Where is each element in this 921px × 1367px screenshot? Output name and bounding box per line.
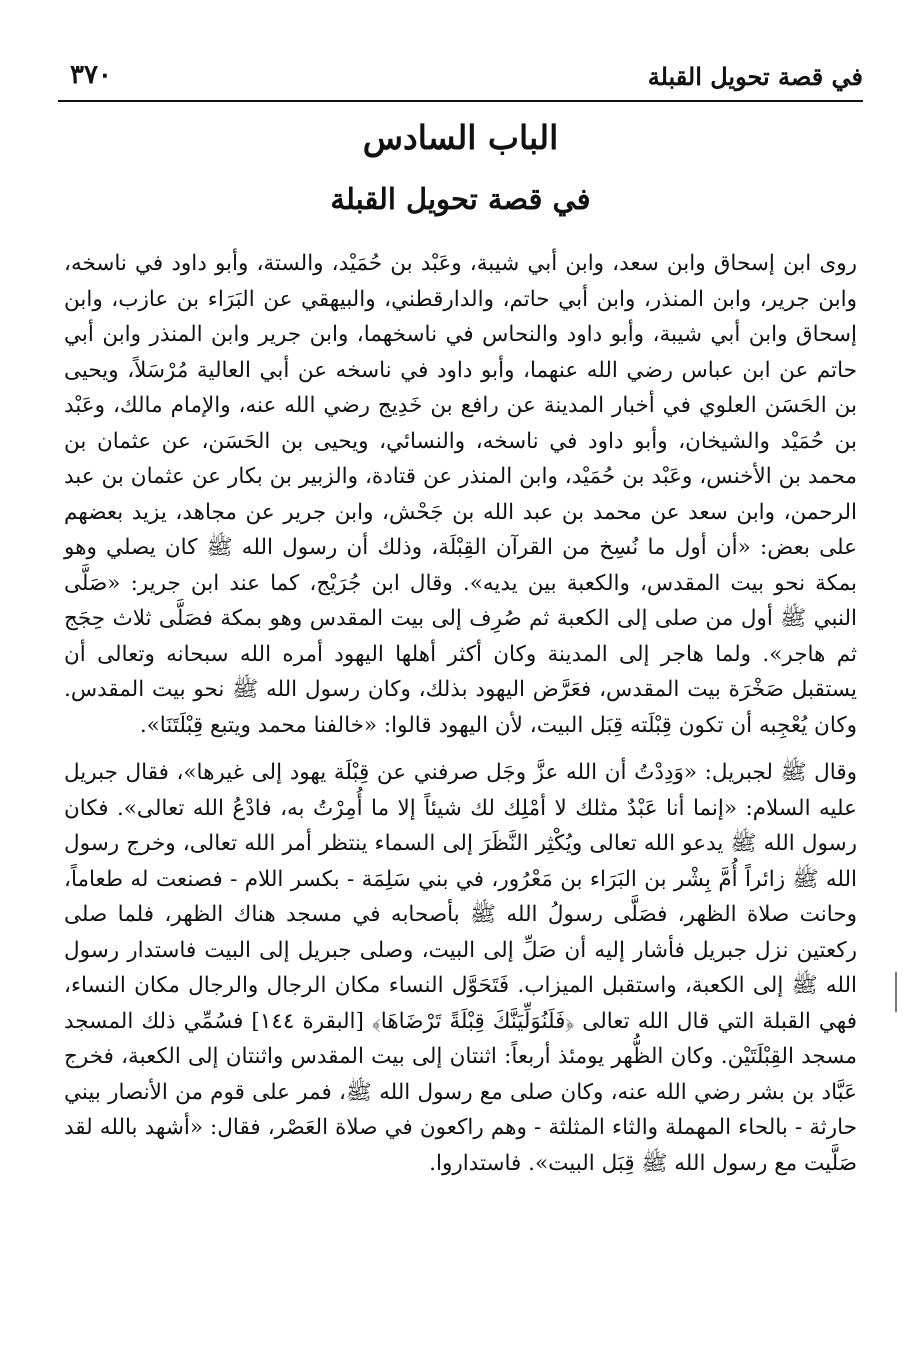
- chapter-title: الباب السادس: [362, 118, 559, 157]
- margin-mark: [895, 972, 897, 1012]
- paragraph-2: وقال ﷺ لجبريل: «وَدِدْتُ أن الله عزَّ وجَل صرفني عن قِبْلَة يهود إلى غيرها»، فقال جبريل عليه السلام: «إنما أنا عَبْدٌ مثلك لا أمْلِك لك شيئاً إلا ما أُمِرْتُ به، فادْعُ الله تعالى». فكان رسول الله ﷺ يدعو الله تعالى ويُكْثِر النَّظَرَ إلى السماء ينتظر أمر الله تعالى، وخرج رسول الله ﷺ زائراً أُمَّ بِشْر بن البَرَاء بن مَعْرُور، في بني سَلِمَة - بكسر اللام - فصنعت له طعاماً، وحانت صلاة الظهر، فصَلَّى رسولُ الله ﷺ بأصحابه في مسجد هناك الظهر، فلما صلى ركعتين نزل جبريل فأشار إليه أن صَلِّ إلى البيت، وصلى جبريل إلى البيت فاستدار رسول الله ﷺ إلى الكعبة، واستقبل الميزاب. فَتَحَوَّل النساء مكان الرجال والرجال مكان النساء، فهي القبلة التي قال الله تعالى ﴿فَلَنُوَلِّيَنَّكَ قِبْلَةً تَرْضَاهَا﴾ [البقرة ١٤٤] فسُمِّي ذلك المسجد مسجد القِبْلَتَيْن. وكان الظُّهر يومئذ أربعاً: اثنتان إلى بيت المقدس واثنتان إلى الكعبة، فخرج عَبَّاد بن بشر رضي الله عنه، وكان صلى مع رسول الله ﷺ، فمر على قوم من الأنصار بيني حارثة - بالحاء المهملة والثاء المثلثة - وهم راكعون في صلاة العَصْر، فقال: «أشهد بالله لقد صَلَّيت مع رسول الله ﷺ قِبَل البيت». فاستداروا.: [64, 760, 857, 1176]
- running-title: في قصة تحويل القبلة: [647, 62, 863, 91]
- chapter-subtitle: في قصة تحويل القبلة: [330, 182, 591, 216]
- body-text: [64, 246, 857, 1181]
- page-number: ٣٧٠: [70, 60, 112, 90]
- running-header: [58, 58, 863, 102]
- paragraph-1: روى ابن إسحاق وابن سعد، وابن أبي شيبة، وعَبْد بن حُمَيْد، والستة، وأبو داود في ناسخه، وابن جرير، وابن المنذر، وابن أبي حاتم، والدارقطني، والبيهقي عن البَرَاء بن عازب، وابن إسحاق وابن أبي شيبة، وأبو داود والنحاس في ناسخهما، وابن جرير وابن المنذر وابن أبي حاتم عن ابن عباس رضي الله عنهما، وأبو داود في ناسخه عن أبي العالية مُرْسَلاً، ويحيى بن الحَسَن العلوي في أخبار المدينة عن رافع بن خَدِيج رضي الله عنه، والإمام مالك، وعَبْد بن حُمَيْد والشيخان، وأبو داود في ناسخه، والنسائي، ويحيى بن الحَسَن، عن عثمان بن محمد بن الأخنس، وعَبْد بن حُمَيْد، وابن المنذر عن قتادة، والزبير بن بكار عن عثمان بن عبد الرحمن، وابن سعد عن محمد بن عبد الله بن جَحْش، وابن جرير عن مجاهد، يزيد بعضهم على بعض: «أن أول ما نُسِخ من القرآن القِبْلَة، وذلك أن رسول الله ﷺ كان يصلي وهو بمكة نحو بيت المقدس، والكعبة بين يديه». وقال ابن جُرَيْج، كما عند ابن جرير: «صَلَّى النبي ﷺ أول من صلى إلى الكعبة ثم صُرِف إلى بيت المقدس وهو بمكة فصَلَّى ثلاث حِجَج ثم هاجر». ولما هاجر إلى المدينة وكان أكثر أهلها اليهود أمره الله سبحانه وتعالى أن يستقبل صَخْرَة بيت المقدس، فعَرَّض اليهود بذلك، وكان رسول الله ﷺ نحو بيت المقدس. وكان يُعْجِبه أن تكون قِبْلَته قِبَل البيت، لأن اليهود قالوا: «خالفنا محمد ويتبع قِبْلَتَنَا».: [64, 251, 857, 738]
